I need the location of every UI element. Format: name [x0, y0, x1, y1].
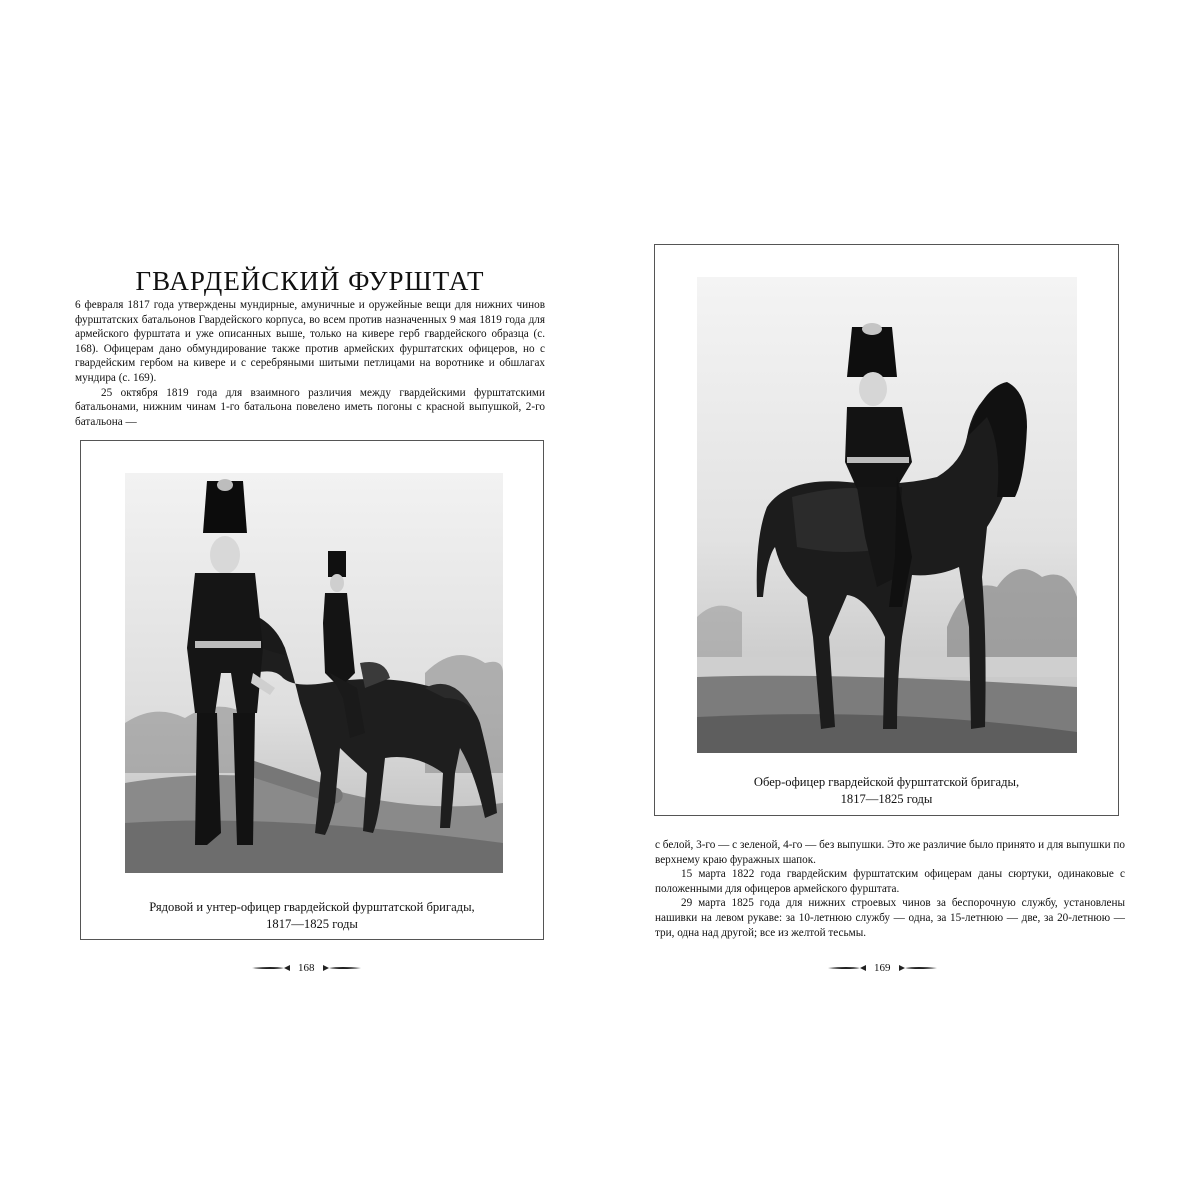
caption-dates: 1817—1825 годы [840, 792, 933, 806]
caption-line: Обер-офицер гвардейской фурштатской бригады, [753, 775, 1020, 789]
left-body-text [75, 298, 545, 429]
ornament-icon [252, 964, 292, 972]
illustration-soldiers-with-horse [125, 473, 503, 873]
chapter-title: ГВАРДЕЙСКИЙ ФУРШТАТ [135, 266, 485, 297]
plate-frame-left [80, 440, 544, 940]
paragraph: 29 марта 1825 года для нижних строевых чинов за беспорочную службу, установлены нашивки на левом рукаве: за 10-летнюю службу — одна, за 15-летнюю — две, за 20-летнюю — три, одна над другой; все из желтой тесьмы. [655, 897, 1125, 939]
plate-caption-right [655, 774, 1118, 808]
caption-line: Рядовой и унтер-офицер гвардейской фурштатской бригады, [149, 900, 475, 914]
page-number: 168 [298, 962, 315, 974]
plate-frame-right [654, 244, 1119, 816]
right-page [600, 0, 1200, 1200]
ornament-icon [321, 964, 361, 972]
illustration-officer-on-horse [697, 277, 1077, 753]
page-number-left [252, 962, 361, 974]
ornament-icon [828, 964, 868, 972]
paragraph: 6 февраля 1817 года утверждены мундирные, амуничные и оружейные вещи для нижних чинов фурштатских батальонов Гвардейского корпуса, во всем против назначенных 9 мая 1819 года для армейского фурштата и уже описанных выше, только на кивере герб гвардейского образца (с. 168). Офицерам дано обмундирование также против армейских фурштатских офицеров, но с гвардейским гербом на кивере и с серебряными шитыми петлицами на воротнике и обшлагах мундира (с. 169). [75, 299, 545, 384]
page-number: 169 [874, 962, 891, 974]
paragraph: с белой, 3-го — с зеленой, 4-го — без выпушки. Это же различие было принято и для выпушки по верхнему краю фуражных шапок. [655, 839, 1125, 866]
ornament-icon [897, 964, 937, 972]
page-number-right [828, 962, 937, 974]
caption-dates: 1817—1825 годы [266, 917, 358, 931]
paragraph: 15 марта 1822 года гвардейским фурштатским офицерам даны сюртуки, одинаковые с положенными для офицеров армейского фурштата. [655, 868, 1125, 895]
right-body-text [655, 838, 1125, 940]
paragraph: 25 октября 1819 года для взаимного различия между гвардейскими фурштатскими батальонами, нижним чинам 1-го батальона повелено иметь погоны с красной выпушкой, 2-го батальона — [75, 386, 545, 428]
plate-caption-left [81, 899, 543, 933]
